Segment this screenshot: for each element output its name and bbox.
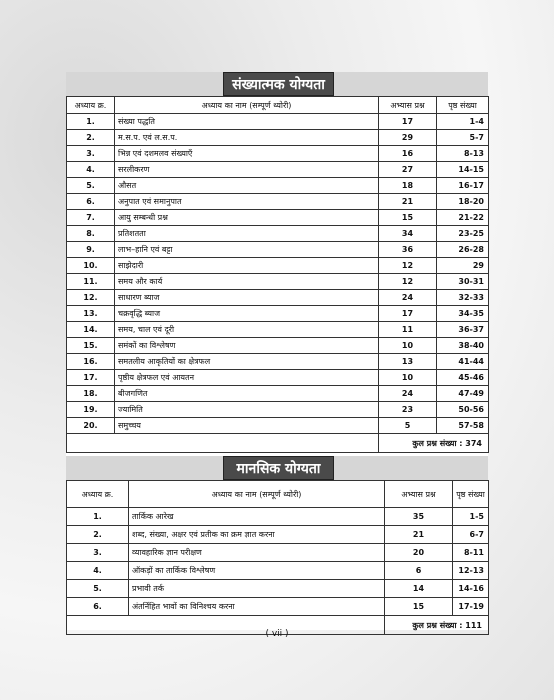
chapter-number: 15. bbox=[67, 338, 115, 354]
table-row bbox=[67, 354, 489, 370]
chapter-name: सरलीकरण bbox=[115, 162, 379, 178]
chapter-number: 3. bbox=[67, 146, 115, 162]
practice-count: 12 bbox=[379, 258, 437, 274]
page-range: 57-58 bbox=[437, 418, 489, 434]
practice-count: 24 bbox=[379, 386, 437, 402]
table-row bbox=[67, 194, 489, 210]
chapter-name: अंतर्निहित भावों का विनिश्चय करना bbox=[129, 598, 385, 616]
table-row bbox=[67, 306, 489, 322]
chapter-name: लाभ–हानि एवं बट्टा bbox=[115, 242, 379, 258]
table-row bbox=[67, 386, 489, 402]
practice-count: 21 bbox=[379, 194, 437, 210]
total-row bbox=[67, 434, 489, 453]
page-range: 8-13 bbox=[437, 146, 489, 162]
practice-count: 14 bbox=[385, 580, 453, 598]
chapter-name: साझेदारी bbox=[115, 258, 379, 274]
chapter-number: 20. bbox=[67, 418, 115, 434]
chapter-number: 16. bbox=[67, 354, 115, 370]
chapter-number: 3. bbox=[67, 544, 129, 562]
page-range: 38-40 bbox=[437, 338, 489, 354]
chapter-name: तार्किक आरेख bbox=[129, 508, 385, 526]
practice-count: 10 bbox=[379, 338, 437, 354]
total-questions: कुल प्रश्न संख्या : 374 bbox=[379, 434, 489, 453]
table-row bbox=[67, 290, 489, 306]
chapter-name: समतलीय आकृतियों का क्षेत्रफल bbox=[115, 354, 379, 370]
page-range: 8-11 bbox=[453, 544, 489, 562]
chapter-number: 9. bbox=[67, 242, 115, 258]
chapter-number: 4. bbox=[67, 162, 115, 178]
chapter-name: बीजगणित bbox=[115, 386, 379, 402]
table-row bbox=[67, 598, 489, 616]
chapter-name: औसत bbox=[115, 178, 379, 194]
practice-count: 10 bbox=[379, 370, 437, 386]
page-range: 12-13 bbox=[453, 562, 489, 580]
chapter-name: प्रतिशतता bbox=[115, 226, 379, 242]
page-range: 21-22 bbox=[437, 210, 489, 226]
chapter-number: 14. bbox=[67, 322, 115, 338]
page-range: 14-15 bbox=[437, 162, 489, 178]
practice-count: 20 bbox=[385, 544, 453, 562]
page-range: 50-56 bbox=[437, 402, 489, 418]
table-row bbox=[67, 580, 489, 598]
chapter-number: 19. bbox=[67, 402, 115, 418]
table-row bbox=[67, 402, 489, 418]
chapter-name: आयु सम्बन्धी प्रश्न bbox=[115, 210, 379, 226]
page-number: ( vii ) bbox=[265, 629, 289, 639]
page-range: 26-28 bbox=[437, 242, 489, 258]
header-chapter-name: अध्याय का नाम (सम्पूर्ण थ्योरी) bbox=[129, 481, 385, 508]
chapter-number: 6. bbox=[67, 598, 129, 616]
chapter-number: 17. bbox=[67, 370, 115, 386]
table-row bbox=[67, 130, 489, 146]
practice-count: 24 bbox=[379, 290, 437, 306]
table-header-row bbox=[67, 481, 489, 508]
chapter-number: 1. bbox=[67, 114, 115, 130]
page-range: 32-33 bbox=[437, 290, 489, 306]
chapter-number: 10. bbox=[67, 258, 115, 274]
practice-count: 29 bbox=[379, 130, 437, 146]
chapter-name: चक्रवृद्धि ब्याज bbox=[115, 306, 379, 322]
chapter-name: ज्यामिति bbox=[115, 402, 379, 418]
practice-count: 35 bbox=[385, 508, 453, 526]
practice-count: 27 bbox=[379, 162, 437, 178]
header-practice-questions: अभ्यास प्रश्न bbox=[385, 481, 453, 508]
chapter-name: प्रभावी तर्क bbox=[129, 580, 385, 598]
table-row bbox=[67, 178, 489, 194]
chapter-name: समय, चाल एवं दूरी bbox=[115, 322, 379, 338]
chapter-name: भिन्न एवं दशमलव संख्याएँ bbox=[115, 146, 379, 162]
table-row bbox=[67, 146, 489, 162]
chapter-name: समंकों का विश्लेषण bbox=[115, 338, 379, 354]
header-chapter-name: अध्याय का नाम (सम्पूर्ण थ्योरी) bbox=[115, 97, 379, 114]
chapter-name: म.स.प. एवं ल.स.प. bbox=[115, 130, 379, 146]
chapter-name: ऑकड़ों का तार्किक विश्लेषण bbox=[129, 562, 385, 580]
section1-table bbox=[66, 96, 489, 453]
page-range: 34-35 bbox=[437, 306, 489, 322]
header-chapter-no: अध्याय क्र. bbox=[67, 481, 129, 508]
chapter-number: 2. bbox=[67, 130, 115, 146]
practice-count: 12 bbox=[379, 274, 437, 290]
practice-count: 15 bbox=[385, 598, 453, 616]
table-row bbox=[67, 274, 489, 290]
section1-title: संख्यात्मक योग्यता bbox=[223, 72, 334, 96]
table-row bbox=[67, 210, 489, 226]
chapter-number: 1. bbox=[67, 508, 129, 526]
chapter-number: 12. bbox=[67, 290, 115, 306]
chapter-name: समय और कार्य bbox=[115, 274, 379, 290]
chapter-number: 5. bbox=[67, 178, 115, 194]
practice-count: 6 bbox=[385, 562, 453, 580]
page-range: 17-19 bbox=[453, 598, 489, 616]
contents-page bbox=[66, 72, 488, 630]
table-row bbox=[67, 114, 489, 130]
section2-table bbox=[66, 480, 489, 635]
table-row bbox=[67, 526, 489, 544]
chapter-number: 5. bbox=[67, 580, 129, 598]
practice-count: 15 bbox=[379, 210, 437, 226]
table-row bbox=[67, 418, 489, 434]
chapter-name: व्यावहारिक ज्ञान परीक्षण bbox=[129, 544, 385, 562]
chapter-number: 6. bbox=[67, 194, 115, 210]
table-row bbox=[67, 322, 489, 338]
page-range: 1-5 bbox=[453, 508, 489, 526]
practice-count: 36 bbox=[379, 242, 437, 258]
table-row bbox=[67, 370, 489, 386]
chapter-number: 4. bbox=[67, 562, 129, 580]
table-row bbox=[67, 508, 489, 526]
header-page-number: पृष्ठ संख्या bbox=[453, 481, 489, 508]
practice-count: 13 bbox=[379, 354, 437, 370]
chapter-number: 18. bbox=[67, 386, 115, 402]
chapter-name: अनुपात एवं समानुपात bbox=[115, 194, 379, 210]
practice-count: 34 bbox=[379, 226, 437, 242]
chapter-number: 13. bbox=[67, 306, 115, 322]
practice-count: 17 bbox=[379, 306, 437, 322]
chapter-number: 11. bbox=[67, 274, 115, 290]
chapter-name: पृष्ठीय क्षेत्रफल एवं आयतन bbox=[115, 370, 379, 386]
practice-count: 21 bbox=[385, 526, 453, 544]
table-row bbox=[67, 258, 489, 274]
practice-count: 18 bbox=[379, 178, 437, 194]
practice-count: 5 bbox=[379, 418, 437, 434]
practice-count: 17 bbox=[379, 114, 437, 130]
chapter-name: शब्द, संख्या, अक्षर एवं प्रतीक का क्रम ज्ञात करना bbox=[129, 526, 385, 544]
chapter-name: साधारण ब्याज bbox=[115, 290, 379, 306]
table-row bbox=[67, 544, 489, 562]
chapter-name: संख्या पद्धति bbox=[115, 114, 379, 130]
table-row bbox=[67, 226, 489, 242]
section2-title: मानसिक योग्यता bbox=[223, 456, 334, 480]
table-row bbox=[67, 162, 489, 178]
page-range: 1-4 bbox=[437, 114, 489, 130]
page-range: 18-20 bbox=[437, 194, 489, 210]
page-range: 29 bbox=[437, 258, 489, 274]
page-range: 5-7 bbox=[437, 130, 489, 146]
chapter-number: 8. bbox=[67, 226, 115, 242]
page-range: 36-37 bbox=[437, 322, 489, 338]
header-practice-questions: अभ्यास प्रश्न bbox=[379, 97, 437, 114]
total-blank-cell bbox=[67, 434, 379, 453]
total-questions: कुल प्रश्न संख्या : 111 bbox=[385, 616, 489, 635]
page-range: 16-17 bbox=[437, 178, 489, 194]
practice-count: 11 bbox=[379, 322, 437, 338]
header-chapter-no: अध्याय क्र. bbox=[67, 97, 115, 114]
chapter-name: समुच्चय bbox=[115, 418, 379, 434]
page-range: 6-7 bbox=[453, 526, 489, 544]
page-range: 14-16 bbox=[453, 580, 489, 598]
table-row bbox=[67, 562, 489, 580]
page-range: 45-46 bbox=[437, 370, 489, 386]
chapter-number: 7. bbox=[67, 210, 115, 226]
page-range: 47-49 bbox=[437, 386, 489, 402]
header-page-number: पृष्ठ संख्या bbox=[437, 97, 489, 114]
table-header-row bbox=[67, 97, 489, 114]
page-range: 41-44 bbox=[437, 354, 489, 370]
chapter-number: 2. bbox=[67, 526, 129, 544]
page-range: 23-25 bbox=[437, 226, 489, 242]
table-row bbox=[67, 338, 489, 354]
table-row bbox=[67, 242, 489, 258]
practice-count: 16 bbox=[379, 146, 437, 162]
page-range: 30-31 bbox=[437, 274, 489, 290]
practice-count: 23 bbox=[379, 402, 437, 418]
